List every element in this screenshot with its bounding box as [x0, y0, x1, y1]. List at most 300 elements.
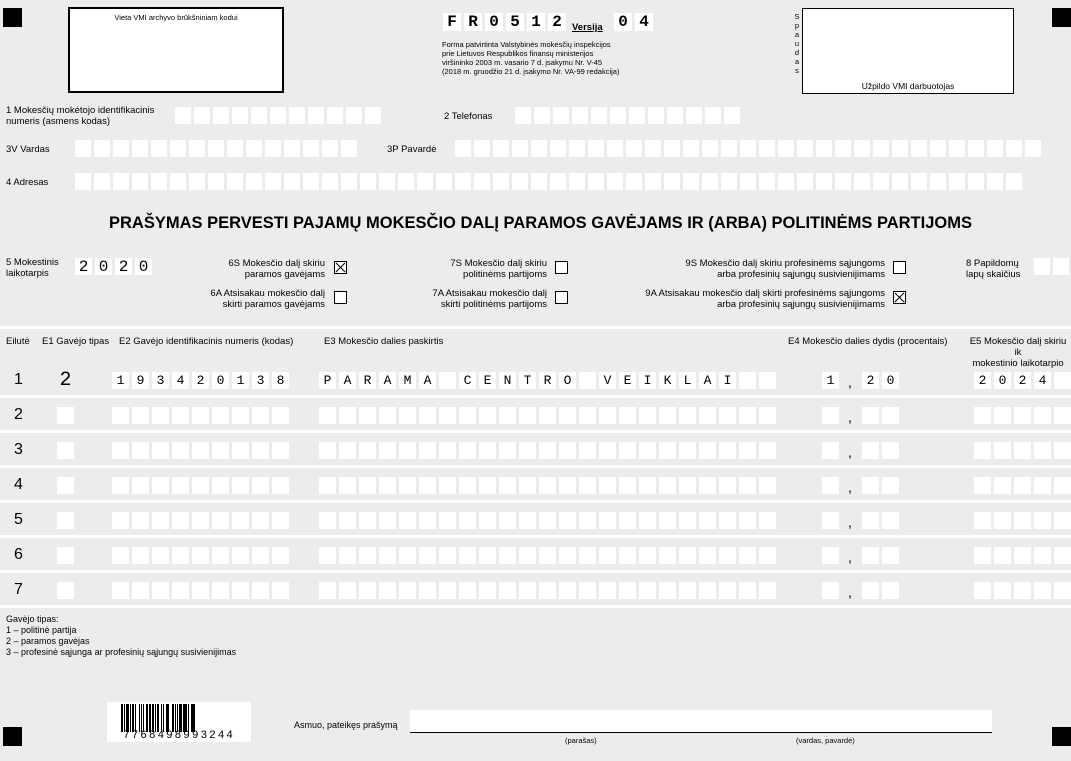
purpose-cell[interactable]: R	[539, 372, 556, 389]
percent-dec-cell[interactable]	[882, 407, 899, 424]
code-cell[interactable]	[252, 477, 269, 494]
purpose-cell[interactable]	[639, 582, 656, 599]
input-cell[interactable]	[892, 140, 908, 157]
purpose-cell[interactable]: I	[639, 372, 656, 389]
purpose-input[interactable]	[319, 477, 776, 494]
input-cell[interactable]	[873, 140, 889, 157]
code-cell[interactable]	[232, 477, 249, 494]
percent-int-cell[interactable]	[822, 477, 839, 494]
input-cell[interactable]	[553, 107, 569, 124]
input-cell[interactable]	[251, 107, 267, 124]
purpose-cell[interactable]	[599, 512, 616, 529]
input-cell[interactable]	[702, 173, 718, 190]
purpose-cell[interactable]	[319, 582, 336, 599]
purpose-cell[interactable]	[419, 477, 436, 494]
code-cell[interactable]	[272, 477, 289, 494]
purpose-cell[interactable]	[379, 512, 396, 529]
purpose-cell[interactable]	[579, 442, 596, 459]
code-cell[interactable]	[172, 512, 189, 529]
code-cell[interactable]	[272, 407, 289, 424]
input-cell[interactable]	[151, 173, 167, 190]
input-cell[interactable]	[721, 173, 737, 190]
code-cell[interactable]	[272, 442, 289, 459]
purpose-cell[interactable]	[459, 477, 476, 494]
purpose-cell[interactable]	[519, 582, 536, 599]
input-cell[interactable]	[417, 173, 433, 190]
input-cell[interactable]	[667, 107, 683, 124]
code-cell[interactable]	[232, 512, 249, 529]
purpose-cell[interactable]	[519, 442, 536, 459]
year-cell[interactable]	[1054, 512, 1071, 529]
input-cell[interactable]	[686, 107, 702, 124]
recipient-type-cell[interactable]	[57, 442, 74, 459]
input-cell[interactable]	[246, 173, 262, 190]
input-cell[interactable]	[213, 107, 229, 124]
purpose-cell[interactable]	[759, 407, 776, 424]
percent-dec-input[interactable]	[862, 512, 899, 529]
code-cell[interactable]	[152, 582, 169, 599]
purpose-cell[interactable]	[339, 477, 356, 494]
percent-dec-input[interactable]	[862, 442, 899, 459]
purpose-cell[interactable]	[359, 547, 376, 564]
year-cell[interactable]	[1014, 477, 1031, 494]
purpose-cell[interactable]	[479, 407, 496, 424]
input-cell[interactable]	[778, 173, 794, 190]
code-cell[interactable]	[272, 582, 289, 599]
code-cell[interactable]: 0	[212, 372, 229, 389]
percent-dec-cell[interactable]	[882, 582, 899, 599]
code-cell[interactable]	[112, 442, 129, 459]
purpose-cell[interactable]	[759, 582, 776, 599]
purpose-cell[interactable]	[559, 442, 576, 459]
purpose-cell[interactable]	[379, 407, 396, 424]
input-cell[interactable]	[379, 173, 395, 190]
purpose-cell[interactable]	[439, 372, 456, 389]
purpose-cell[interactable]: I	[719, 372, 736, 389]
code-cell[interactable]: 4	[172, 372, 189, 389]
purpose-cell[interactable]: A	[699, 372, 716, 389]
purpose-cell[interactable]	[719, 442, 736, 459]
input-cell[interactable]	[455, 140, 471, 157]
input-cell[interactable]	[170, 140, 186, 157]
purpose-cell[interactable]	[439, 477, 456, 494]
input-cell[interactable]	[1034, 258, 1050, 275]
percent-int-cell[interactable]: 1	[822, 372, 839, 389]
purpose-cell[interactable]	[339, 547, 356, 564]
code-cell[interactable]	[152, 547, 169, 564]
period-digit[interactable]: 2	[115, 258, 132, 275]
purpose-cell[interactable]	[319, 512, 336, 529]
purpose-cell[interactable]	[519, 512, 536, 529]
year-input[interactable]	[974, 582, 1071, 599]
purpose-cell[interactable]	[479, 512, 496, 529]
input-cell[interactable]	[629, 107, 645, 124]
purpose-cell[interactable]	[399, 512, 416, 529]
percent-int-cell[interactable]	[822, 582, 839, 599]
purpose-cell[interactable]	[719, 407, 736, 424]
percent-int-cell[interactable]	[822, 442, 839, 459]
input-cell[interactable]	[930, 140, 946, 157]
code-cell[interactable]: 9	[132, 372, 149, 389]
recipient-code-input[interactable]	[112, 372, 289, 389]
year-cell[interactable]	[994, 407, 1011, 424]
input-cell[interactable]	[664, 140, 680, 157]
code-cell[interactable]	[232, 442, 249, 459]
period-digit[interactable]: 0	[135, 258, 152, 275]
code-cell[interactable]	[252, 547, 269, 564]
option-6a-checkbox[interactable]	[334, 291, 347, 304]
purpose-cell[interactable]	[639, 477, 656, 494]
year-cell[interactable]: 2	[974, 372, 991, 389]
purpose-cell[interactable]	[379, 442, 396, 459]
code-cell[interactable]	[252, 512, 269, 529]
percent-dec-cell[interactable]	[882, 477, 899, 494]
code-cell[interactable]: 3	[152, 372, 169, 389]
purpose-cell[interactable]: E	[479, 372, 496, 389]
purpose-cell[interactable]	[759, 547, 776, 564]
purpose-cell[interactable]: A	[339, 372, 356, 389]
year-cell[interactable]	[974, 407, 991, 424]
input-cell[interactable]	[1006, 140, 1022, 157]
input-cell[interactable]	[911, 140, 927, 157]
year-cell[interactable]	[994, 477, 1011, 494]
input-cell[interactable]	[664, 173, 680, 190]
input-cell[interactable]	[360, 173, 376, 190]
input-cell[interactable]	[265, 140, 281, 157]
input-cell[interactable]	[515, 107, 531, 124]
input-cell[interactable]	[365, 107, 381, 124]
input-cell[interactable]	[246, 140, 262, 157]
purpose-input[interactable]	[319, 372, 776, 389]
purpose-cell[interactable]	[519, 477, 536, 494]
percent-dec-input[interactable]	[862, 372, 899, 389]
input-cell[interactable]	[531, 173, 547, 190]
purpose-cell[interactable]	[579, 582, 596, 599]
code-cell[interactable]	[252, 407, 269, 424]
purpose-cell[interactable]	[399, 582, 416, 599]
purpose-cell[interactable]: C	[459, 372, 476, 389]
input-cell[interactable]	[227, 173, 243, 190]
purpose-cell[interactable]	[579, 372, 596, 389]
input-cell[interactable]	[151, 140, 167, 157]
purpose-cell[interactable]	[439, 407, 456, 424]
purpose-cell[interactable]	[639, 442, 656, 459]
input-cell[interactable]	[75, 140, 91, 157]
code-cell[interactable]	[232, 407, 249, 424]
extra-sheets-input[interactable]	[1034, 258, 1069, 275]
purpose-cell[interactable]: T	[519, 372, 536, 389]
period-digit[interactable]: 0	[95, 258, 112, 275]
input-cell[interactable]	[327, 107, 343, 124]
purpose-cell[interactable]	[539, 547, 556, 564]
year-input[interactable]	[974, 372, 1071, 389]
input-cell[interactable]	[232, 107, 248, 124]
purpose-cell[interactable]	[639, 547, 656, 564]
purpose-cell[interactable]	[619, 547, 636, 564]
code-cell[interactable]	[272, 512, 289, 529]
purpose-cell[interactable]	[519, 547, 536, 564]
purpose-cell[interactable]: P	[319, 372, 336, 389]
code-cell[interactable]	[252, 582, 269, 599]
input-cell[interactable]	[1053, 258, 1069, 275]
code-cell[interactable]	[112, 512, 129, 529]
purpose-cell[interactable]	[379, 547, 396, 564]
recipient-type-cell[interactable]	[57, 512, 74, 529]
purpose-cell[interactable]	[659, 407, 676, 424]
year-cell[interactable]	[994, 547, 1011, 564]
purpose-cell[interactable]	[399, 442, 416, 459]
year-cell[interactable]	[1014, 547, 1031, 564]
input-cell[interactable]	[1006, 173, 1022, 190]
purpose-cell[interactable]	[739, 407, 756, 424]
code-cell[interactable]	[112, 547, 129, 564]
input-cell[interactable]	[648, 107, 664, 124]
input-cell[interactable]	[610, 107, 626, 124]
year-cell[interactable]	[974, 512, 991, 529]
input-cell[interactable]	[968, 140, 984, 157]
year-cell[interactable]	[1034, 582, 1051, 599]
purpose-cell[interactable]	[479, 582, 496, 599]
purpose-cell[interactable]	[419, 442, 436, 459]
percent-dec-cell[interactable]: 0	[882, 372, 899, 389]
input-cell[interactable]	[113, 173, 129, 190]
code-cell[interactable]	[152, 407, 169, 424]
purpose-cell[interactable]	[399, 547, 416, 564]
code-cell[interactable]	[192, 512, 209, 529]
input-cell[interactable]	[113, 140, 129, 157]
purpose-cell[interactable]	[539, 407, 556, 424]
purpose-cell[interactable]	[499, 547, 516, 564]
purpose-cell[interactable]	[699, 582, 716, 599]
purpose-cell[interactable]: A	[419, 372, 436, 389]
purpose-cell[interactable]	[659, 442, 676, 459]
purpose-cell[interactable]	[759, 442, 776, 459]
input-cell[interactable]	[569, 140, 585, 157]
input-cell[interactable]	[208, 140, 224, 157]
recipient-code-input[interactable]	[112, 512, 289, 529]
purpose-cell[interactable]	[439, 582, 456, 599]
code-cell[interactable]	[172, 547, 189, 564]
input-cell[interactable]	[607, 173, 623, 190]
input-cell[interactable]	[194, 107, 210, 124]
input-cell[interactable]	[175, 107, 191, 124]
code-cell[interactable]: 1	[112, 372, 129, 389]
purpose-cell[interactable]	[319, 407, 336, 424]
purpose-cell[interactable]	[739, 477, 756, 494]
percent-dec-cell[interactable]	[882, 442, 899, 459]
first-name-input[interactable]	[75, 140, 357, 157]
input-cell[interactable]	[474, 173, 490, 190]
code-cell[interactable]: 3	[252, 372, 269, 389]
purpose-cell[interactable]	[599, 477, 616, 494]
purpose-cell[interactable]	[599, 547, 616, 564]
purpose-cell[interactable]	[559, 477, 576, 494]
input-cell[interactable]	[778, 140, 794, 157]
purpose-cell[interactable]	[679, 547, 696, 564]
code-cell[interactable]	[232, 582, 249, 599]
purpose-cell[interactable]	[579, 477, 596, 494]
code-cell[interactable]	[152, 442, 169, 459]
purpose-cell[interactable]	[699, 512, 716, 529]
purpose-cell[interactable]	[679, 442, 696, 459]
recipient-type-cell[interactable]	[57, 547, 74, 564]
option-9s-checkbox[interactable]	[893, 261, 906, 274]
year-cell[interactable]	[1034, 407, 1051, 424]
input-cell[interactable]	[341, 140, 357, 157]
purpose-cell[interactable]	[619, 442, 636, 459]
code-cell[interactable]	[172, 477, 189, 494]
purpose-cell[interactable]	[739, 512, 756, 529]
code-cell[interactable]: 8	[272, 372, 289, 389]
code-cell[interactable]: 2	[192, 372, 209, 389]
input-cell[interactable]	[308, 107, 324, 124]
purpose-input[interactable]	[319, 442, 776, 459]
input-cell[interactable]	[550, 140, 566, 157]
year-cell[interactable]	[1034, 512, 1051, 529]
purpose-cell[interactable]	[339, 442, 356, 459]
input-cell[interactable]	[284, 173, 300, 190]
purpose-input[interactable]	[319, 512, 776, 529]
purpose-cell[interactable]	[499, 407, 516, 424]
purpose-cell[interactable]	[699, 407, 716, 424]
recipient-code-input[interactable]	[112, 477, 289, 494]
input-cell[interactable]	[968, 173, 984, 190]
recipient-type-cell[interactable]: 2	[59, 369, 72, 392]
input-cell[interactable]	[930, 173, 946, 190]
recipient-type-cell[interactable]	[57, 407, 74, 424]
input-cell[interactable]	[170, 173, 186, 190]
purpose-cell[interactable]	[359, 582, 376, 599]
purpose-cell[interactable]: E	[619, 372, 636, 389]
input-cell[interactable]	[645, 173, 661, 190]
input-cell[interactable]	[322, 140, 338, 157]
purpose-cell[interactable]	[679, 477, 696, 494]
input-cell[interactable]	[591, 107, 607, 124]
purpose-cell[interactable]	[759, 477, 776, 494]
input-cell[interactable]	[724, 107, 740, 124]
year-cell[interactable]	[1034, 477, 1051, 494]
recipient-code-input[interactable]	[112, 442, 289, 459]
input-cell[interactable]	[189, 140, 205, 157]
year-cell[interactable]	[1054, 407, 1071, 424]
purpose-cell[interactable]	[679, 512, 696, 529]
purpose-cell[interactable]	[559, 512, 576, 529]
purpose-cell[interactable]	[699, 442, 716, 459]
purpose-cell[interactable]	[759, 512, 776, 529]
purpose-cell[interactable]	[439, 442, 456, 459]
input-cell[interactable]	[911, 173, 927, 190]
year-cell[interactable]	[1054, 477, 1071, 494]
input-cell[interactable]	[588, 140, 604, 157]
input-cell[interactable]	[740, 140, 756, 157]
purpose-cell[interactable]	[579, 512, 596, 529]
input-cell[interactable]	[683, 140, 699, 157]
input-cell[interactable]	[534, 107, 550, 124]
percent-dec-cell[interactable]	[862, 407, 879, 424]
code-cell[interactable]	[212, 512, 229, 529]
input-cell[interactable]	[512, 173, 528, 190]
purpose-cell[interactable]	[499, 582, 516, 599]
purpose-cell[interactable]	[499, 512, 516, 529]
purpose-cell[interactable]	[659, 547, 676, 564]
year-cell[interactable]	[974, 442, 991, 459]
option-7s-checkbox[interactable]	[555, 261, 568, 274]
year-cell[interactable]	[1054, 582, 1071, 599]
purpose-cell[interactable]	[719, 477, 736, 494]
code-cell[interactable]	[192, 547, 209, 564]
signature-field[interactable]	[410, 710, 992, 733]
year-cell[interactable]: 0	[994, 372, 1011, 389]
input-cell[interactable]	[341, 173, 357, 190]
input-cell[interactable]	[303, 140, 319, 157]
purpose-cell[interactable]: R	[359, 372, 376, 389]
code-cell[interactable]	[112, 477, 129, 494]
input-cell[interactable]	[346, 107, 362, 124]
input-cell[interactable]	[816, 173, 832, 190]
year-cell[interactable]	[1054, 547, 1071, 564]
purpose-cell[interactable]	[539, 442, 556, 459]
input-cell[interactable]	[75, 173, 91, 190]
year-cell[interactable]	[994, 512, 1011, 529]
code-cell[interactable]	[212, 442, 229, 459]
purpose-cell[interactable]	[479, 547, 496, 564]
code-cell[interactable]	[152, 512, 169, 529]
input-cell[interactable]	[797, 173, 813, 190]
purpose-cell[interactable]: V	[599, 372, 616, 389]
percent-dec-input[interactable]	[862, 582, 899, 599]
percent-dec-cell[interactable]: 2	[862, 372, 879, 389]
input-cell[interactable]	[626, 140, 642, 157]
purpose-cell[interactable]	[419, 512, 436, 529]
purpose-cell[interactable]	[679, 407, 696, 424]
purpose-cell[interactable]	[459, 582, 476, 599]
purpose-cell[interactable]	[659, 582, 676, 599]
year-cell[interactable]: 2	[1014, 372, 1031, 389]
purpose-cell[interactable]	[579, 407, 596, 424]
code-cell[interactable]	[112, 407, 129, 424]
purpose-cell[interactable]	[559, 582, 576, 599]
year-cell[interactable]	[994, 442, 1011, 459]
recipient-code-input[interactable]	[112, 547, 289, 564]
purpose-cell[interactable]	[699, 477, 716, 494]
purpose-cell[interactable]	[479, 477, 496, 494]
code-cell[interactable]	[212, 477, 229, 494]
code-cell[interactable]	[172, 582, 189, 599]
code-cell[interactable]	[132, 477, 149, 494]
purpose-cell[interactable]	[439, 512, 456, 529]
year-input[interactable]	[974, 442, 1071, 459]
purpose-cell[interactable]	[539, 582, 556, 599]
period-digit[interactable]: 2	[75, 258, 92, 275]
purpose-cell[interactable]	[339, 512, 356, 529]
purpose-cell[interactable]	[599, 582, 616, 599]
purpose-cell[interactable]	[419, 407, 436, 424]
input-cell[interactable]	[835, 140, 851, 157]
purpose-cell[interactable]	[659, 512, 676, 529]
input-cell[interactable]	[132, 173, 148, 190]
input-cell[interactable]	[284, 140, 300, 157]
purpose-cell[interactable]	[719, 512, 736, 529]
year-cell[interactable]	[1014, 512, 1031, 529]
input-cell[interactable]	[569, 173, 585, 190]
code-cell[interactable]	[192, 407, 209, 424]
purpose-cell[interactable]	[379, 582, 396, 599]
input-cell[interactable]	[531, 140, 547, 157]
code-cell[interactable]	[232, 547, 249, 564]
purpose-cell[interactable]	[419, 582, 436, 599]
purpose-cell[interactable]	[339, 407, 356, 424]
recipient-code-input[interactable]	[112, 407, 289, 424]
